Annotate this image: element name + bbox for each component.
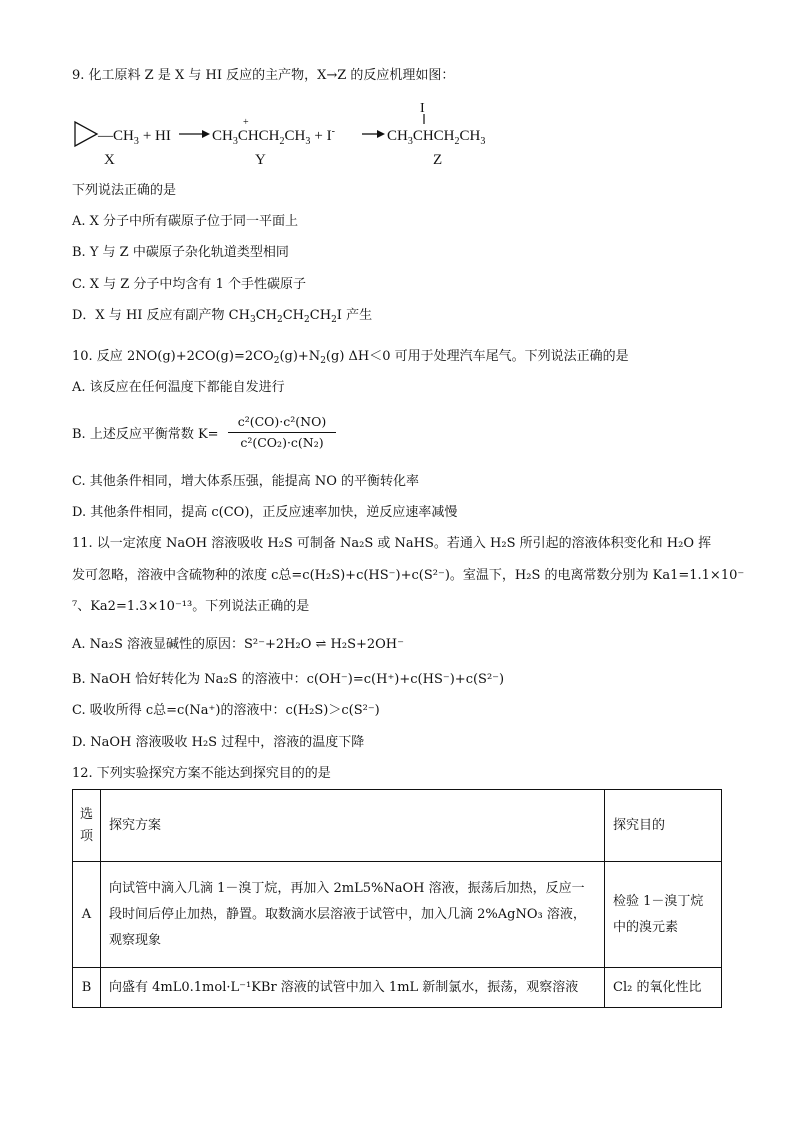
q11-option-a: A. Na₂S 溶液显碱性的原因：S²⁻+2H₂O ⇌ H₂S+2OH⁻: [72, 637, 405, 652]
experiment-table: [72, 789, 722, 1008]
row-aim: Cl₂ 的氧化性比: [605, 968, 722, 1008]
table-row: [73, 968, 722, 1008]
q11-stem-line1: 11. 以一定浓度 NaOH 溶液吸收 H₂S 可制备 Na₂S 或 NaHS。若通入 H₂S 所引起的溶液体积变化和 H₂O 挥: [72, 536, 712, 551]
q11-option-d: D. NaOH 溶液吸收 H₂S 过程中，溶液的温度下降: [72, 735, 365, 750]
label-x: X: [104, 152, 115, 168]
reaction-arrow-icon: [377, 130, 385, 138]
q11-option-c: C. 吸收所得 c总=c(Na⁺)的溶液中：c(H₂S)＞c(S²⁻): [72, 703, 380, 718]
equilibrium-constant-fraction: [228, 414, 336, 451]
q10-option-b: B. 上述反应平衡常数 K=: [72, 427, 219, 442]
iodine-substituent: I: [420, 101, 425, 116]
q9-option-d: D．X 与 HI 反应有副产物 $CH_3CH_2CH_2CH_2I$ 产生: [72, 308, 373, 325]
q11-option-b: B. NaOH 恰好转化为 Na₂S 的溶液中：c(OH⁻)=c(H⁺)+c(HS⁻)+c(S²⁻): [72, 672, 505, 687]
label-z: Z: [433, 152, 443, 168]
q9-option-c: C. X 与 Z 分子中均含有 1 个手性碳原子: [72, 277, 306, 292]
q11-stem-line3: ⁷、Ka2=1.3×10⁻¹³。下列说法正确的是: [72, 599, 310, 614]
table-header-row: [73, 790, 722, 862]
svg-text:CH3CHCH2CH3+ I-: $CH_3CHCH_2CH_3 + I^-$: [212, 126, 335, 147]
label-y: Y: [255, 152, 266, 168]
fraction-denominator: c²(CO₂)·c(N₂): [240, 435, 324, 450]
row-option: B: [73, 968, 101, 1008]
q9-option-b: B. Y 与 Z 中碳原子杂化轨道类型相同: [72, 245, 289, 260]
header-scheme: 探究方案: [101, 790, 605, 862]
q12-stem: 12. 下列实验探究方案不能达到探究目的的是: [72, 766, 331, 781]
cyclopropane-ring-icon: [75, 122, 97, 146]
table-row: [73, 862, 722, 968]
q9-stem: 9. 化工原料 Z 是 X 与 HI 反应的主产物，X→Z 的反应机理如图：: [72, 68, 455, 83]
row-scheme: 向盛有 4mL0.1mol·L⁻¹KBr 溶液的试管中加入 1mL 新制氯水，振荡，观察溶液: [101, 968, 605, 1008]
carbocation-charge: +: [243, 117, 249, 128]
q10-stem: 10. 反应 $2NO(g)+2CO(g)=2CO_2(g)+N_2(g)$ ΔH＜0 可用于处理汽车尾气。下列说法正确的是: [72, 349, 629, 366]
fraction-numerator: c²(CO)·c²(NO): [228, 414, 336, 433]
header-option: 选 项: [73, 790, 101, 862]
q9-prompt: 下列说法正确的是: [72, 183, 177, 198]
header-aim: 探究目的: [605, 790, 722, 862]
q10-option-c: C. 其他条件相同，增大体系压强，能提高 NO 的平衡转化率: [72, 474, 420, 489]
svg-text:—CH3+ HI: $—CH_3$ + HI: [98, 128, 171, 147]
row-option: A: [73, 862, 101, 968]
q11-stem-line2: 发可忽略，溶液中含硫物种的浓度 c总=c(H₂S)+c(HS⁻)+c(S²⁻)。室温下，H₂S 的电离常数分别为 Ka1=1.1×10⁻: [72, 568, 745, 583]
q10-option-d: D. 其他条件相同，提高 c(CO)，正反应速率加快，逆反应速率减慢: [72, 505, 458, 520]
row-scheme: 向试管中滴入几滴 1－溴丁烷，再加入 2mL5%NaOH 溶液，振荡后加热，反应一段时间后停止加热，静置。取数滴水层溶液于试管中，加入几滴 2%AgNO₃ 溶液，观察现象: [101, 862, 605, 968]
reaction-mechanism-diagram: [72, 100, 532, 170]
row-aim: 检验 1－溴丁烷中的溴元素: [605, 862, 722, 968]
svg-text:CH3CHCH2CH3: $CH_3CHCH_2CH_3$: [387, 128, 486, 147]
reaction-arrow-icon: [202, 130, 210, 138]
q9-option-a: A. X 分子中所有碳原子位于同一平面上: [72, 214, 299, 229]
q10-option-a: A. 该反应在任何温度下都能自发进行: [72, 380, 285, 395]
